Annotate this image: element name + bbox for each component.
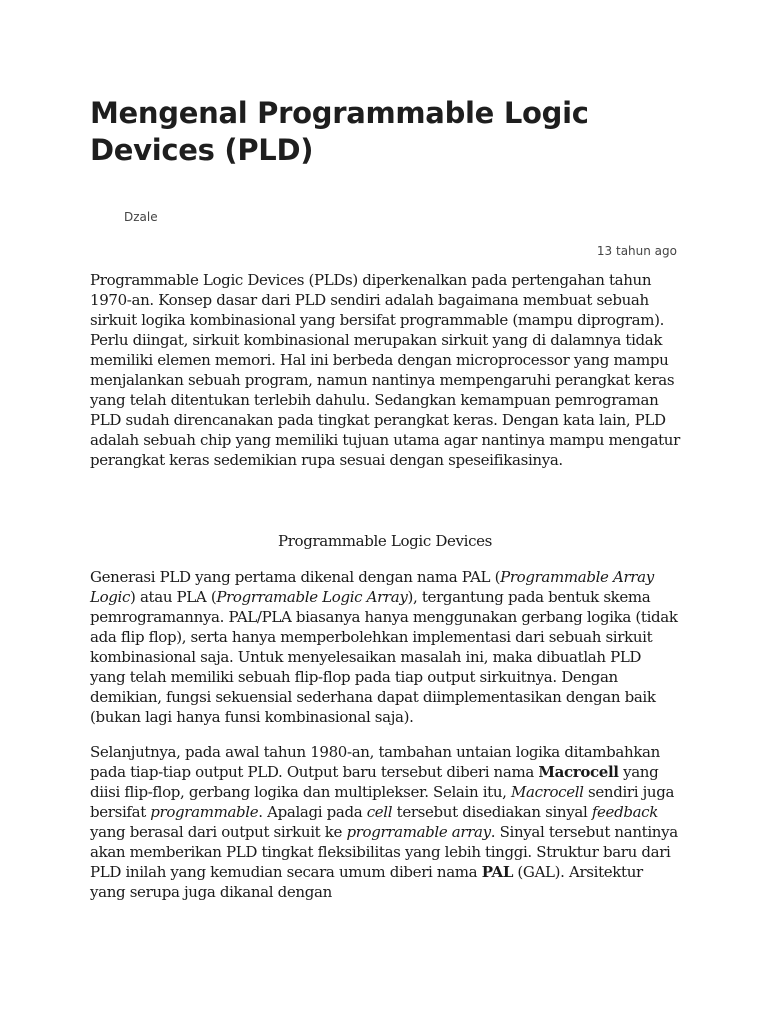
italic-term: Programmable Array Logic bbox=[90, 568, 654, 606]
author-name[interactable]: Dzale bbox=[124, 210, 158, 224]
publish-date: 13 tahun ago bbox=[596, 244, 677, 258]
bold-term: Macrocell bbox=[538, 763, 619, 781]
italic-term: Macrocell bbox=[510, 783, 584, 801]
article bbox=[90, 95, 680, 902]
italic-term: feedback bbox=[591, 803, 658, 821]
italic-term: cell bbox=[366, 803, 393, 821]
intro-paragraph: Programmable Logic Devices (PLDs) diperkenalkan pada pertengahan tahun 1970-an. Konsep dasar dari PLD sendiri adalah bagaimana membuat sebuah sirkuit logika kombinasional yang bersifat programmable (mampu diprogram). Perlu diingat, sirkuit kombinasional merupakan sirkuit yang di dalamnya tidak memiliki elemen memori. Hal ini berbeda dengan microprocessor yang mampu menjalankan sebuah program, namun nantinya mempengaruhi perangkat keras yang telah ditentukan terlebih dahulu. Sedangkan kemampuan pemrograman PLD sudah direncanakan pada tingkat perangkat keras. Dengan kata lain, PLD adalah sebuah chip yang memiliki tujuan utama agar nantinya mampu mengatur perangkat keras sedemikian rupa sesuai dengan speseifikasinya. bbox=[90, 271, 680, 469]
text-run: Generasi PLD yang pertama dikenal dengan nama PAL ( bbox=[90, 568, 501, 586]
text-run: sendiri juga bersifat bbox=[90, 783, 675, 821]
bold-term: PAL bbox=[481, 863, 514, 881]
italic-term: progrramable array bbox=[346, 823, 491, 841]
text-run: (GAL). Arsitektur yang serupa juga dikanal dengan bbox=[90, 863, 643, 901]
italic-term: Progrramable Logic Array bbox=[216, 588, 408, 606]
text-run: . Sinyal tersebut nantinya akan memberikan PLD tingkat fleksibilitas yang lebih tinggi. Struktur baru dari PLD inilah yang kemudian secara umum diberi nama bbox=[90, 823, 678, 881]
body-paragraph-2 bbox=[90, 742, 680, 902]
text-run: ) atau PLA ( bbox=[130, 588, 217, 606]
text-run: tersebut disediakan sinyal bbox=[392, 803, 592, 821]
italic-term: programmable bbox=[150, 803, 259, 821]
section-heading: Programmable Logic Devices bbox=[277, 532, 493, 550]
text-run: . Apalagi pada bbox=[258, 803, 367, 821]
text-run: yang diisi flip-flop, gerbang logika dan multiplekser. Selain itu, bbox=[90, 763, 659, 801]
page-title: Mengenal Programmable Logic Devices (PLD) bbox=[90, 96, 589, 167]
text-run: ), tergantung pada bentuk skema pemrogramannya. PAL/PLA biasanya hanya menggunakan gerbang logika (tidak ada flip flop), serta hanya memperbolehkan implementasi dari sebuah sirkuit kombinasional saja. Untuk menyelesaikan masalah ini, maka dibuatlah PLD yang telah memiliki sebuah flip-flop pada tiap output sirkuitnya. Dengan demikian, fungsi sekuensial sederhana dapat diimplementasikan dengan baik (bukan lagi hanya funsi kombinasional saja). bbox=[90, 588, 678, 726]
body-paragraph-1 bbox=[90, 567, 680, 727]
text-run: Selanjutnya, pada awal tahun 1980-an, tambahan untaian logika ditambahkan pada tiap-tiap output PLD. Output baru tersebut diberi nama bbox=[90, 743, 660, 781]
text-run: yang berasal dari output sirkuit ke bbox=[90, 823, 347, 841]
